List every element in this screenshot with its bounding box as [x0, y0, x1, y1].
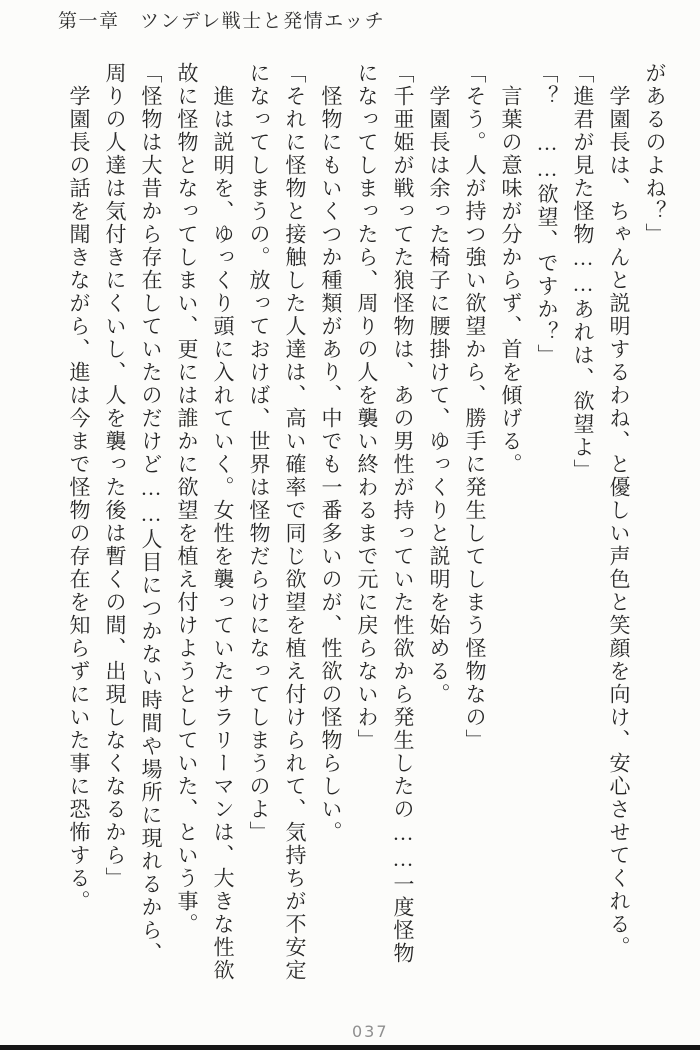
paragraph: 「そう。人が持つ強い欲望から、勝手に発生してしまう怪物なの」	[463, 62, 487, 752]
paragraph: 「怪物は大昔から存在していたのだけど……人目につかない時間や場所に現れるから、周りの人達は気付きにくいし、人を襲った後は暫くの間、出現しなくなるから」	[103, 62, 163, 965]
paragraph: があるのよね？」	[643, 62, 667, 246]
paragraph: 言葉の意味が分からず、首を傾げる。	[499, 62, 523, 476]
page-number: 037	[352, 1022, 389, 1041]
chapter-header: 第一章 ツンデレ戦士と発情エッチ	[58, 11, 386, 32]
paragraph: 学園長は、ちゃんと説明するわね、と優しい声色と笑顔を向け、安心させてくれる。	[607, 62, 631, 959]
paragraph: 「進君が見た怪物……あれは、欲望よ」	[571, 62, 595, 482]
vertical-text-block	[61, 62, 673, 984]
paragraph: 「千亜姫が戦ってた狼怪物は、あの男性が持っていた性欲から発生したの……一度怪物になってしまったら、周りの人を襲い終わるまで元に戻らないわ」	[355, 62, 415, 965]
paragraph: 怪物にもいくつか種類があり、中でも一番多いのが、性欲の怪物らしい。	[319, 62, 343, 844]
paragraph: 進は説明を、ゆっくり頭に入れていく。女性を襲っていたサラリーマンは、大きな性欲故に怪物となってしまい、更には誰かに欲望を植え付けようとしていた、という事。	[175, 62, 235, 982]
paragraph: 「？ ……欲望、ですか？」	[535, 62, 559, 367]
scan-bottom-edge	[0, 1045, 700, 1050]
paragraph: 学園長の話を聞きながら、進は今まで怪物の存在を知らずにいた事に恐怖する。	[67, 62, 91, 913]
paragraph: 学園長は余った椅子に腰掛けて、ゆっくりと説明を始める。	[427, 62, 451, 706]
paragraph: 「それに怪物と接触した人達は、高い確率で同じ欲望を植え付けられて、気持ちが不安定になってしまうの。放っておけば、世界は怪物だらけになってしまうのよ」	[247, 62, 307, 982]
